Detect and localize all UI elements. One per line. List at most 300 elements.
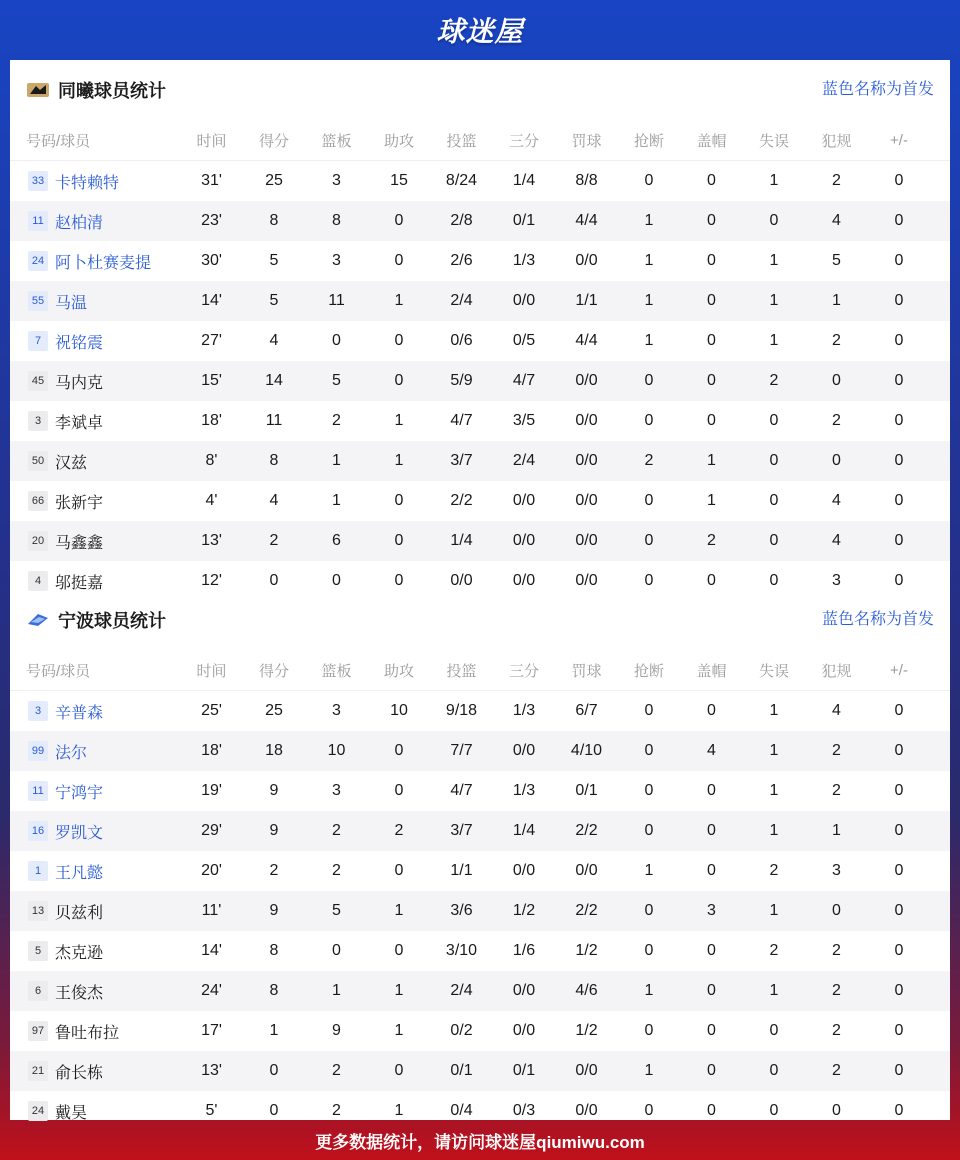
stat-cell: 0 (707, 172, 716, 189)
stat-cell: 19' (201, 782, 222, 799)
stat-cell: 0 (394, 742, 404, 759)
player-name[interactable]: 邬挺嘉 (55, 574, 104, 592)
stat-cell: 0 (832, 372, 841, 389)
stat-cell: 3 (332, 782, 341, 799)
player-row[interactable] (10, 891, 950, 931)
stat-cell: 4/7 (450, 782, 473, 799)
stat-cell: 3 (332, 252, 341, 269)
stat-cell: 0 (394, 782, 404, 799)
jersey-number: 24 (28, 1101, 48, 1121)
stat-cell: 2 (832, 412, 841, 429)
stat-cell: 2 (832, 1062, 841, 1079)
player-name[interactable]: 汉兹 (55, 454, 88, 472)
player-name[interactable]: 辛普森 (55, 704, 104, 722)
stat-cell: 2 (332, 1102, 341, 1119)
player-name[interactable]: 法尔 (55, 744, 88, 762)
jersey-number: 21 (28, 1061, 48, 1081)
player-cell[interactable] (10, 450, 180, 473)
stat-cell: 3 (832, 862, 841, 879)
stat-cell: 0 (644, 742, 654, 759)
stat-cell: 0 (394, 372, 404, 389)
stat-cell: 4 (832, 212, 841, 229)
stat-cell: 1 (394, 982, 404, 999)
stat-cell: 23' (201, 212, 222, 229)
player-name[interactable]: 戴昊 (55, 1104, 88, 1122)
player-name[interactable]: 杰克逊 (55, 944, 104, 962)
player-row[interactable] (10, 201, 950, 241)
stat-cell: 1 (769, 782, 779, 799)
column-header[interactable]: 助攻 (383, 662, 414, 680)
stat-cell: 7/7 (450, 742, 473, 759)
column-header[interactable]: 得分 (258, 132, 289, 150)
column-header[interactable]: 投篮 (446, 662, 477, 680)
stat-cell: 10 (327, 742, 346, 759)
column-header[interactable]: 助攻 (383, 132, 414, 150)
starter-legend-note: 蓝色名称为首发 (821, 611, 934, 628)
stat-cell: 0 (894, 822, 904, 839)
stat-cell: 2/4 (450, 292, 473, 309)
stat-cell: 5 (832, 252, 841, 269)
section-title: 宁波球员统计 (58, 611, 166, 631)
stat-cell: 4/7 (512, 372, 536, 389)
stat-cell: 0/2 (450, 1022, 473, 1039)
stat-cell: 1 (644, 982, 654, 999)
stat-cell: 0 (894, 862, 904, 879)
stat-cell: 27' (201, 332, 222, 349)
column-header[interactable]: 时间 (196, 662, 227, 680)
starter-legend-note: 蓝色名称为首发 (821, 81, 934, 98)
stat-cell: 0 (707, 1102, 716, 1119)
stat-cell: 0/0 (575, 372, 598, 389)
stat-cell: 8/24 (445, 172, 478, 189)
player-name[interactable]: 王凡懿 (55, 864, 104, 882)
stat-cell: 24' (201, 982, 222, 999)
player-name[interactable]: 李斌卓 (55, 414, 104, 432)
stat-cell: 0 (394, 332, 404, 349)
stat-cell: 0 (644, 902, 654, 919)
stat-cell: 2 (332, 412, 341, 429)
stat-cell: 14 (265, 372, 283, 389)
stat-cell: 0 (644, 532, 654, 549)
stat-cell: 0 (769, 212, 779, 229)
stat-cell: 4 (832, 532, 841, 549)
stat-cell: 9 (269, 782, 279, 799)
stat-cell: 0/5 (512, 332, 536, 349)
stat-cell: 1 (644, 252, 654, 269)
stat-cell: 0 (894, 252, 904, 269)
jersey-number: 20 (28, 531, 48, 551)
stat-cell: 9 (269, 822, 279, 839)
stat-cell: 2/4 (512, 452, 536, 469)
stat-cell: 0/0 (512, 982, 536, 999)
stat-cell: 0 (394, 532, 404, 549)
stat-cell: 0 (394, 212, 404, 229)
jersey-number: 13 (28, 901, 48, 921)
column-header[interactable]: 罚球 (571, 132, 602, 150)
stat-cell: 0 (894, 1022, 904, 1039)
player-cell[interactable] (10, 700, 180, 723)
stat-cell: 2 (332, 1062, 341, 1079)
stat-cell: 1 (769, 902, 779, 919)
stat-cell: 0/1 (512, 1062, 536, 1079)
stat-cell: 1/2 (575, 1022, 598, 1039)
stat-cell: 5 (269, 292, 279, 309)
stat-cell: 0/0 (575, 1102, 598, 1119)
stat-cell: 0/0 (512, 492, 536, 509)
stat-cell: 1 (644, 332, 654, 349)
column-header[interactable]: +/- (890, 661, 908, 679)
stat-cell: 9 (269, 902, 279, 919)
column-header[interactable]: 失误 (758, 132, 789, 150)
jersey-number: 55 (28, 291, 48, 311)
stat-cell: 5 (332, 902, 341, 919)
player-cell[interactable] (10, 820, 180, 843)
jersey-number: 7 (28, 331, 48, 351)
stat-cell: 0/4 (450, 1102, 473, 1119)
stat-cell: 0 (894, 212, 904, 229)
stat-cell: 5 (332, 372, 341, 389)
stat-cell: 0 (644, 1102, 654, 1119)
stat-cell: 4 (832, 702, 841, 719)
stat-cell: 0 (707, 702, 716, 719)
stat-cell: 9 (332, 1022, 341, 1039)
stat-cell: 0/0 (575, 412, 598, 429)
stats-panel (10, 60, 950, 1120)
stat-cell: 0 (707, 212, 716, 229)
stat-cell: 0 (394, 492, 404, 509)
jersey-number: 97 (28, 1021, 48, 1041)
stat-cell: 0 (894, 942, 904, 959)
player-cell[interactable] (10, 250, 180, 273)
stat-cell: 25' (201, 702, 222, 719)
stat-cell: 2 (394, 822, 404, 839)
player-cell[interactable] (10, 170, 180, 193)
stat-cell: 3 (332, 702, 341, 719)
stat-cell: 1/4 (512, 822, 536, 839)
stat-cell: 3 (332, 172, 341, 189)
stat-cell: 0 (894, 452, 904, 469)
player-row[interactable] (10, 521, 950, 561)
stat-cell: 14' (201, 942, 222, 959)
stat-cell: 3 (832, 572, 841, 589)
stat-cell: 10 (390, 702, 408, 719)
stat-cell: 1 (769, 332, 779, 349)
stat-cell: 11 (328, 292, 345, 309)
stat-cell: 0 (894, 1102, 904, 1119)
stat-cell: 1 (394, 1022, 404, 1039)
stat-cell: 0 (707, 1022, 716, 1039)
column-header[interactable]: +/- (890, 131, 908, 149)
stat-cell: 5/9 (450, 372, 473, 389)
player-row[interactable] (10, 931, 950, 971)
player-row[interactable] (10, 771, 950, 811)
player-row[interactable] (10, 731, 950, 771)
stat-cell: 1/6 (512, 942, 536, 959)
stat-cell: 13' (201, 532, 222, 549)
stat-cell: 0 (769, 1062, 779, 1079)
jersey-number: 99 (28, 741, 48, 761)
player-cell[interactable] (10, 860, 180, 883)
player-cell[interactable] (10, 530, 180, 553)
stat-cell: 1 (707, 452, 716, 469)
player-name[interactable]: 俞长栋 (55, 1064, 104, 1082)
player-row[interactable] (10, 971, 950, 1011)
stat-cell: 2 (644, 452, 654, 469)
player-row[interactable] (10, 361, 950, 401)
tongxi-team-logo-icon (26, 78, 50, 102)
stat-cell: 2 (769, 372, 779, 389)
player-row[interactable] (10, 441, 950, 481)
jersey-number: 24 (28, 251, 48, 271)
stat-cell: 2 (769, 942, 779, 959)
stat-cell: 5' (205, 1102, 218, 1119)
player-row[interactable] (10, 851, 950, 891)
stat-cell: 0 (894, 1062, 904, 1079)
player-row[interactable] (10, 481, 950, 521)
column-header[interactable]: 篮板 (321, 662, 352, 680)
stat-cell: 18 (265, 742, 283, 759)
column-header[interactable]: 号码/球员 (26, 132, 91, 150)
player-cell[interactable] (10, 210, 180, 233)
player-name[interactable]: 罗凯文 (55, 824, 104, 842)
stat-cell: 0 (707, 942, 716, 959)
stat-cell: 13' (201, 1062, 222, 1079)
stat-cell: 0 (894, 902, 904, 919)
stat-cell: 0 (894, 292, 904, 309)
column-header[interactable]: 时间 (196, 132, 227, 150)
stat-cell: 11 (265, 412, 283, 429)
column-header[interactable]: 罚球 (571, 662, 602, 680)
stat-cell: 6/7 (575, 702, 598, 719)
stat-cell: 2/2 (575, 822, 598, 839)
player-name[interactable]: 阿卜杜赛麦提 (55, 254, 152, 272)
player-row[interactable] (10, 241, 950, 281)
stat-cell: 2 (832, 332, 841, 349)
stat-cell: 1 (332, 982, 341, 999)
stat-cell: 0/1 (575, 782, 598, 799)
column-header[interactable]: 盖帽 (696, 662, 727, 680)
player-row[interactable] (10, 281, 950, 321)
stat-cell: 12' (201, 572, 222, 589)
column-header[interactable]: 投篮 (446, 132, 477, 150)
stat-cell: 0 (644, 1022, 654, 1039)
player-cell[interactable] (10, 370, 180, 393)
stat-cell: 0 (894, 702, 904, 719)
column-header[interactable]: 失误 (758, 662, 789, 680)
column-header[interactable]: 犯规 (821, 132, 852, 150)
stat-cell: 0/3 (512, 1102, 536, 1119)
stat-cell: 31' (201, 172, 222, 189)
column-header[interactable]: 三分 (508, 132, 539, 150)
player-name[interactable]: 马内克 (55, 374, 104, 392)
stat-cell: 8' (205, 452, 218, 469)
stat-cell: 0 (644, 412, 654, 429)
player-name[interactable]: 赵柏清 (55, 214, 104, 232)
player-row[interactable] (10, 811, 950, 851)
stat-cell: 0/0 (575, 252, 598, 269)
player-cell[interactable] (10, 1020, 180, 1043)
player-cell[interactable] (10, 330, 180, 353)
player-name[interactable]: 马温 (55, 294, 88, 312)
stat-cell: 1 (394, 1102, 404, 1119)
player-cell[interactable] (10, 410, 180, 433)
stat-cell: 2 (332, 862, 341, 879)
stat-cell: 0 (707, 412, 716, 429)
player-name[interactable]: 张新宇 (55, 494, 104, 512)
stat-cell: 0/6 (450, 332, 473, 349)
stat-cell: 3 (707, 902, 716, 919)
jersey-number: 66 (28, 491, 48, 511)
stat-cell: 0 (769, 532, 779, 549)
footer-banner[interactable]: 更多数据统计，请访问球迷屋qiumiwu.com (315, 1132, 645, 1152)
player-cell[interactable] (10, 740, 180, 763)
stat-cell: 1 (832, 292, 841, 309)
stat-cell: 4/10 (570, 742, 603, 759)
stat-cell: 1 (394, 412, 404, 429)
player-name[interactable]: 王俊杰 (55, 984, 104, 1002)
stat-cell: 2 (832, 982, 841, 999)
column-header[interactable]: 抢断 (633, 662, 664, 680)
player-name[interactable]: 贝兹利 (55, 904, 104, 922)
stat-cell: 1 (644, 862, 654, 879)
stat-cell: 1/1 (575, 292, 598, 309)
player-cell[interactable] (10, 900, 180, 923)
stat-cell: 0 (332, 572, 341, 589)
stat-cell: 0 (894, 372, 904, 389)
stat-cell: 0/0 (575, 1062, 598, 1079)
player-cell[interactable] (10, 1060, 180, 1083)
stat-cell: 3/10 (445, 942, 478, 959)
stat-cell: 1 (644, 292, 654, 309)
stat-cell: 0 (394, 862, 404, 879)
stat-cell: 30' (201, 252, 222, 269)
stat-cell: 1/3 (512, 782, 536, 799)
stat-cell: 4 (832, 492, 841, 509)
stat-cell: 2 (832, 172, 841, 189)
section-title: 同曦球员统计 (58, 81, 166, 101)
stat-cell: 0/1 (512, 212, 536, 229)
stat-cell: 0/0 (512, 742, 536, 759)
stat-cell: 4 (269, 492, 279, 509)
stat-cell: 1 (832, 822, 841, 839)
player-cell[interactable] (10, 290, 180, 313)
jersey-number: 5 (28, 941, 48, 961)
stat-cell: 1 (269, 1022, 279, 1039)
player-cell[interactable] (10, 980, 180, 1003)
jersey-number: 11 (28, 211, 48, 231)
stat-cell: 1 (332, 492, 341, 509)
stat-cell: 0/0 (512, 862, 536, 879)
player-name[interactable]: 宁鸿宇 (55, 784, 104, 802)
stat-cell: 0 (832, 452, 841, 469)
stat-cell: 0 (644, 372, 654, 389)
stat-cell: 3/5 (512, 412, 536, 429)
player-name[interactable]: 卡特赖特 (55, 174, 120, 192)
section-header (10, 590, 950, 650)
player-row[interactable] (10, 161, 950, 201)
stat-cell: 0 (269, 1102, 279, 1119)
stat-cell: 2/4 (450, 982, 473, 999)
column-header[interactable]: 盖帽 (696, 132, 727, 150)
player-cell[interactable] (10, 780, 180, 803)
stat-cell: 5 (269, 252, 279, 269)
jersey-number: 45 (28, 371, 48, 391)
team-section-ningbo (10, 590, 950, 1131)
stat-cell: 8/8 (575, 172, 598, 189)
stat-cell: 8 (269, 452, 279, 469)
stat-cell: 2 (832, 742, 841, 759)
player-cell[interactable] (10, 490, 180, 513)
stat-cell: 1 (769, 292, 779, 309)
stat-cell: 0 (332, 942, 341, 959)
column-header[interactable]: 犯规 (821, 662, 852, 680)
stat-cell: 3/7 (450, 452, 473, 469)
stat-cell: 0/0 (575, 492, 598, 509)
player-row[interactable] (10, 321, 950, 361)
jersey-number: 3 (28, 411, 48, 431)
stat-cell: 0 (644, 822, 654, 839)
stat-cell: 8 (269, 982, 279, 999)
jersey-number: 33 (28, 171, 48, 191)
stat-cell: 0 (394, 942, 404, 959)
stat-cell: 4 (269, 332, 279, 349)
stat-cell: 0 (644, 782, 654, 799)
player-name[interactable]: 鲁吐布拉 (55, 1024, 120, 1042)
stat-cell: 1 (332, 452, 341, 469)
jersey-number: 3 (28, 701, 48, 721)
stat-cell: 0 (644, 492, 654, 509)
stat-cell: 0 (894, 782, 904, 799)
stat-cell: 1/2 (512, 902, 536, 919)
stat-cell: 1 (644, 212, 654, 229)
stat-cell: 20' (201, 862, 222, 879)
stat-cell: 0 (269, 1062, 279, 1079)
player-name[interactable]: 祝铭震 (55, 334, 104, 352)
stat-cell: 0 (769, 412, 779, 429)
player-cell[interactable] (10, 940, 180, 963)
stat-cell: 6 (332, 532, 341, 549)
player-row[interactable] (10, 1051, 950, 1091)
player-name[interactable]: 马鑫鑫 (55, 534, 104, 552)
stat-cell: 2 (832, 942, 841, 959)
column-header[interactable]: 抢断 (633, 132, 664, 150)
stat-cell: 0 (707, 822, 716, 839)
player-row[interactable] (10, 1011, 950, 1051)
stat-cell: 9/18 (445, 702, 478, 719)
column-header[interactable]: 三分 (508, 662, 539, 680)
stat-cell: 4/4 (575, 212, 598, 229)
player-row[interactable] (10, 401, 950, 441)
stat-cell: 2 (332, 822, 341, 839)
stat-cell: 1/2 (575, 942, 598, 959)
stat-cell: 4/6 (575, 982, 598, 999)
stat-cell: 1/4 (450, 532, 473, 549)
column-header[interactable]: 篮板 (321, 132, 352, 150)
stat-cell: 15 (390, 172, 408, 189)
column-header[interactable]: 号码/球员 (26, 662, 91, 680)
stat-cell: 1 (769, 702, 779, 719)
stat-cell: 0 (832, 902, 841, 919)
stat-cell: 0 (269, 572, 279, 589)
stat-cell: 4/7 (450, 412, 473, 429)
stat-cell: 0 (707, 982, 716, 999)
stat-cell: 25 (265, 172, 283, 189)
stat-cell: 1 (707, 492, 716, 509)
stat-cell: 3/6 (450, 902, 473, 919)
column-header[interactable]: 得分 (258, 662, 289, 680)
player-row[interactable] (10, 691, 950, 731)
stat-cell: 0 (707, 782, 716, 799)
